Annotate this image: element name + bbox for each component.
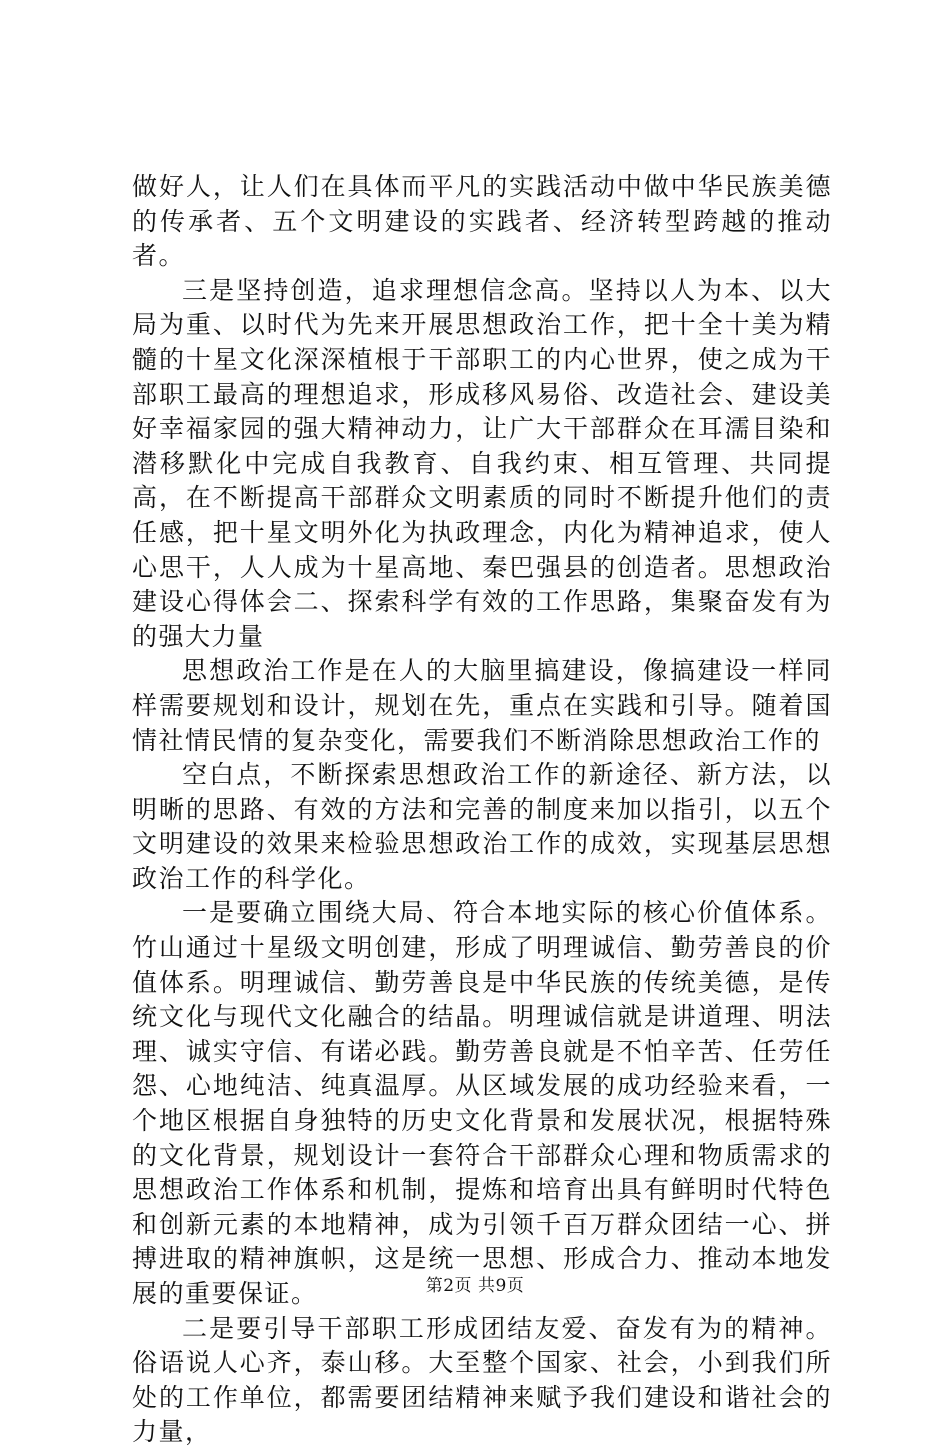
paragraph-2: 三是坚持创造，追求理想信念高。坚持以人为本、以大局为重、以时代为先来开展思想政治工作，把十全十美为精髓的十星文化深深植根于干部职工的内心世界，使之成为干部职工最高的理想追求，形成移风易俗、改造社会、建设美好幸福家园的强大精神动力，让广大干部群众在耳濡目染和潜移默化中完成自我教育、自我约束、相互管理、共同提高，在不断提高干部群众文明素质的同时不断提升他们的责任感，把十星文明外化为执政理念，内化为精神追求，使人心思干，人人成为十星高地、秦巴强县的创造者。思想政治建设心得体会二、探索科学有效的工作思路，集聚奋发有为的强大力量 xyxy=(132,275,832,651)
page-number-footer: 第2页 共9页 xyxy=(425,1276,525,1296)
paragraph-1: 做好人，让人们在具体而平凡的实践活动中做中华民族美德的传承者、五个文明建设的实践者、经济转型跨越的推动者。 xyxy=(132,172,832,271)
paragraph-4: 空白点，不断探索思想政治工作的新途径、新方法，以明晰的思路、有效的方法和完善的制度来加以指引，以五个文明建设的效果来检验思想政治工作的成效，实现基层思想政治工作的科学化。 xyxy=(132,760,832,893)
document-body xyxy=(132,170,832,1450)
paragraph-3: 思想政治工作是在人的大脑里搞建设，像搞建设一样同样需要规划和设计，规划在先，重点在实践和引导。随着国情社情民情的复杂变化，需要我们不断消除思想政治工作的 xyxy=(132,656,832,755)
paragraph-6: 二是要引导干部职工形成团结友爱、奋发有为的精神。俗语说人心齐，泰山移。大至整个国家、社会，小到我们所处的工作单位，都需要团结精神来赋予我们建设和谐社会的力量， xyxy=(132,1313,832,1447)
paragraph-5: 一是要确立围绕大局、符合本地实际的核心价值体系。竹山通过十星级文明创建，形成了明理诚信、勤劳善良的价值体系。明理诚信、勤劳善良是中华民族的传统美德，是传统文化与现代文化融合的结晶。明理诚信就是讲道理、明法理、诚实守信、有诺必践。勤劳善良就是不怕辛苦、任劳任怨、心地纯洁、纯真温厚。从区域发展的成功经验来看，一个地区根据自身独特的历史文化背景和发展状况，根据特殊的文化背景，规划设计一套符合干部群众心理和物质需求的思想政治工作体系和机制，提炼和培育出具有鲜明时代特色和创新元素的本地精神，成为引领千百万群众团结一心、拼搏进取的精神旗帜，这是统一思想、形成合力、推动本地发展的重要保证。 xyxy=(132,898,832,1308)
